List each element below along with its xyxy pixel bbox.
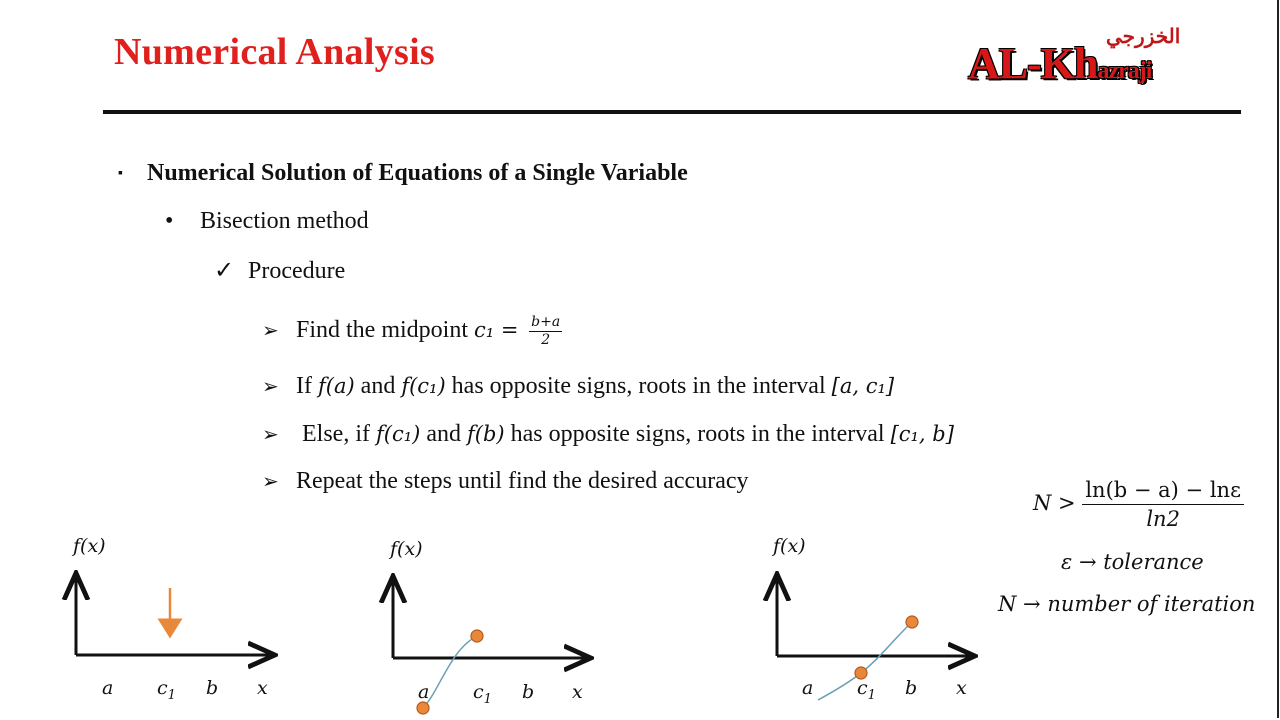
label-a: a bbox=[802, 677, 814, 699]
label-a: a bbox=[102, 677, 114, 699]
graph-2 bbox=[388, 538, 588, 714]
label-x: x bbox=[572, 681, 583, 703]
point-fb bbox=[906, 616, 918, 628]
graph-1 bbox=[71, 535, 272, 703]
tolerance-definition: ε → tolerance bbox=[1061, 550, 1204, 574]
label-a: a bbox=[418, 681, 430, 703]
label-b: b bbox=[905, 677, 918, 699]
logo-arabic-text: الخزرجي bbox=[1106, 26, 1181, 48]
label-b: b bbox=[522, 681, 535, 703]
bullet-level2: • Bisection method bbox=[165, 208, 369, 234]
label-c1: $c_1$ bbox=[473, 681, 492, 707]
y-axis-label: f(x) bbox=[390, 538, 423, 560]
dot-bullet-icon: • bbox=[165, 208, 174, 234]
label-c1: $c_1$ bbox=[157, 677, 176, 703]
iteration-definition: N → number of iteration bbox=[998, 592, 1256, 616]
step-if: ➢ If f(a) and f(c₁) has opposite signs, roots in the interval [a, c₁] bbox=[262, 373, 895, 399]
graph-3 bbox=[771, 535, 972, 703]
iteration-inequality: N > $\frac{\ln(b - a) - \ln\varepsilon}{\ln 2}$ bbox=[1033, 478, 1244, 531]
step-else: ➢ Else, if f(c₁) and f(b) has opposite signs, roots in the interval [c₁, b] bbox=[262, 421, 954, 447]
label-c1: $c_1$ bbox=[857, 677, 876, 703]
bullet-level3: ✓ Procedure bbox=[214, 258, 346, 284]
logo-latin-text: AL-Khazraji bbox=[968, 39, 1152, 88]
arrow-bullet-icon: ➢ bbox=[262, 376, 279, 398]
function-curve bbox=[423, 636, 477, 708]
point-fb bbox=[471, 630, 483, 642]
label-x: x bbox=[956, 677, 967, 699]
point-fa bbox=[417, 702, 429, 714]
y-axis-label: f(x) bbox=[73, 535, 106, 557]
arrow-bullet-icon: ➢ bbox=[262, 471, 279, 493]
label-b: b bbox=[206, 677, 219, 699]
step-midpoint: ➢ Find the midpoint c₁ = $\frac{b+a}{2}$ bbox=[262, 314, 561, 348]
arrow-bullet-icon: ➢ bbox=[262, 424, 279, 446]
square-bullet-icon: ▪ bbox=[118, 166, 123, 181]
step-repeat: ➢ Repeat the steps until find the desired accuracy bbox=[262, 468, 749, 494]
label-x: x bbox=[257, 677, 268, 699]
y-axis-label: f(x) bbox=[773, 535, 806, 557]
slide-title: Numerical Analysis bbox=[114, 31, 436, 73]
bullet-level1: ▪ Numerical Solution of Equations of a Single Variable bbox=[118, 160, 688, 186]
arrow-bullet-icon: ➢ bbox=[262, 320, 279, 343]
checkmark-icon: ✓ bbox=[214, 258, 235, 284]
